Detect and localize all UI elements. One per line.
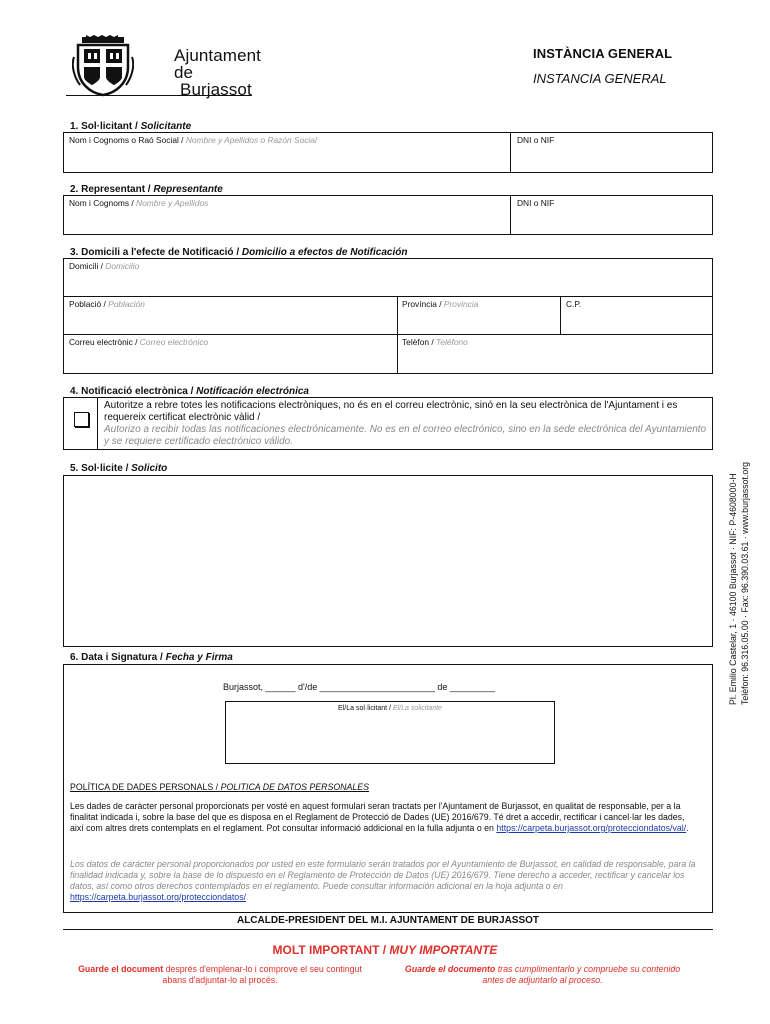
note-es-rest: tras cumplimentarlo y compruebe su contenido antes de adjuntarlo al proceso. xyxy=(482,964,681,985)
email-label-es: Correo electrónico xyxy=(139,337,209,347)
divider xyxy=(510,133,511,172)
note-ca-rest: després d'emplenar-lo i comprove el seu contingut abans d'adjuntar-lo al procés. xyxy=(162,964,362,985)
electronic-notification-text xyxy=(104,400,709,448)
data-policy-body-ca: Les dades de caràcter personal proporcionats per vosté en aquest formulari seran tractats per l'Ajuntament de Burjassot, en qualitat de responsable, per a la finalitat indicada i, sobre la base del que es disposa en el Reglament de Protecció de Dades (UE) 2016/679. Té dret a accedir, rectificar i cancel·lar les dades, així com altres drets contemplats en el reglament. Pot consultar informació addicional en la fulla adjunta o en xyxy=(70,801,685,833)
town-label-ca: Població / xyxy=(69,299,109,309)
section-6-title-es: Fecha y Firma xyxy=(165,652,233,663)
section-4-title-es: Notificación electrónica xyxy=(196,386,309,397)
section-1-title-es: Solicitante xyxy=(140,121,192,132)
note-es-bold: Guarde el documento xyxy=(404,964,496,974)
section-5-title-ca: 5. Sol·licite / xyxy=(70,463,132,474)
data-policy-text-es xyxy=(70,859,700,903)
place-date-line[interactable]: Burjassot, ______ d'/de _______________________ de _________ xyxy=(223,682,495,692)
applicant-name-label-ca: Nom i Cognoms o Raó Social / xyxy=(69,135,186,145)
signer-label-es: El/La solicitante xyxy=(392,705,442,712)
applicant-dni-label: DNI o NIF xyxy=(517,135,555,145)
section-1-title xyxy=(70,121,191,132)
logo-line-2: Burjassot xyxy=(180,80,252,99)
data-policy-link-ca[interactable]: https://carpeta.burjassot.org/protecciondatos/val/ xyxy=(496,823,687,833)
address-field[interactable] xyxy=(69,261,139,271)
town-label-es: Población xyxy=(108,299,145,309)
applicant-box xyxy=(63,132,713,173)
request-textarea[interactable] xyxy=(63,475,713,647)
data-policy-body-es: Los datos de carácter personal proporcionados por usted en este formulario serán tratados por el Ayuntamiento de Burjassot, en calidad de responsable, para la finalidad indicada y, sobre la base de lo dispuesto en el Reglamento de Protección de Datos (UE) 2016/679. Tiene derecho a acceder, rectificar y cancelar los datos, así como otros derechos contemplados en el reglamento. Puede consultar información adicional en la hoja adjunta o en xyxy=(70,859,696,891)
applicant-name-field[interactable] xyxy=(69,135,317,145)
signature-box[interactable] xyxy=(225,701,555,764)
divider xyxy=(510,196,511,234)
important-title-es: MUY IMPORTANTE xyxy=(389,943,498,957)
representative-name-label-ca: Nom i Cognoms / xyxy=(69,198,137,208)
section-3-title xyxy=(70,247,407,258)
municipal-logo xyxy=(66,35,261,99)
section-5-title-es: Solicito xyxy=(131,463,168,474)
section-1-title-ca: 1. Sol·licitant / xyxy=(70,121,141,132)
important-note-es xyxy=(395,964,690,986)
phone-label-ca: Telèfon / xyxy=(402,337,436,347)
section-2-title xyxy=(70,184,223,195)
representative-name-field[interactable] xyxy=(69,198,208,208)
email-field[interactable] xyxy=(69,337,208,347)
document-subtitle: INSTANCIA GENERAL xyxy=(533,71,667,86)
data-policy-title xyxy=(70,782,369,792)
phone-field[interactable] xyxy=(402,337,468,347)
data-policy-title-es: POLITICA DE DATOS PERSONALES xyxy=(220,782,370,792)
data-policy-link-es[interactable]: https://carpeta.burjassot.org/protecciondatos/ xyxy=(70,892,247,902)
important-notice-title xyxy=(0,943,770,957)
data-policy-title-ca: POLÍTICA DE DADES PERSONALS / xyxy=(70,782,221,792)
logo-wordmark xyxy=(174,47,261,98)
data-policy-text-ca: Les dades de caràcter personal proporcionats per vosté en aquest formulari seran tractats per l'Ajuntament de Burjassot, en qualitat de responsable, per a la finalitat indicada i, sobre la base del que es disposa en el Reglament de Protecció de Dades (UE) 2016/679. Té dret a accedir, rectificar i cancel·lar les dades, així com altres drets contemplats en el reglament. Pot consultar informació addicional en la fulla adjunta o en https://carpeta.burjassot.org/protecciondatos/val/. xyxy=(70,801,689,833)
coat-of-arms-icon xyxy=(72,35,134,97)
divider xyxy=(64,334,712,335)
postcode-label: C.P. xyxy=(566,299,582,309)
notification-text-ca: Autoritze a rebre totes les notificacions electròniques, no és en el correu electrònic, sinó en la seu electrònica de l'Ajuntament i es requereix certificat electrònic vàlid / xyxy=(104,400,678,423)
section-2-title-es: Representante xyxy=(153,184,223,195)
address-label-es: Domicilio xyxy=(105,261,140,271)
electronic-notification-checkbox[interactable] xyxy=(74,412,89,427)
logo-line-1: Ajuntament de xyxy=(174,46,261,82)
section-3-title-es: Domicilio a efectos de Notificación xyxy=(241,247,408,258)
province-label-es: Provincia xyxy=(443,299,479,309)
important-note-ca xyxy=(70,964,370,986)
postcode-field[interactable] xyxy=(566,299,581,309)
document-title: INSTÀNCIA GENERAL xyxy=(533,46,673,61)
side-contact-info xyxy=(727,415,751,705)
province-field[interactable] xyxy=(402,299,478,309)
section-4-title-ca: 4. Notificació electrònica / xyxy=(70,386,197,397)
side-contact-line: Telèfon: 96.316.05.00 · Fax: 96.390.03.61 · www.burjassot.org xyxy=(740,461,750,705)
representative-box xyxy=(63,195,713,235)
applicant-name-label-es: Nombre y Apellidos o Razón Social xyxy=(185,135,317,145)
signer-label xyxy=(226,705,554,712)
logo-underline xyxy=(66,95,252,96)
divider xyxy=(63,929,713,930)
divider xyxy=(64,296,712,297)
section-4-title xyxy=(70,386,309,397)
section-6-title-ca: 6. Data i Signatura / xyxy=(70,652,166,663)
important-title-ca: MOLT IMPORTANT / xyxy=(272,943,390,957)
address-label-ca: Domicili / xyxy=(69,261,106,271)
town-field[interactable] xyxy=(69,299,145,309)
applicant-dni-field[interactable] xyxy=(517,135,554,145)
representative-dni-field[interactable] xyxy=(517,198,554,208)
province-label-ca: Província / xyxy=(402,299,444,309)
signer-label-ca: El/La sol·licitant / xyxy=(338,705,393,712)
section-2-title-ca: 2. Representant / xyxy=(70,184,154,195)
representative-dni-label: DNI o NIF xyxy=(517,198,555,208)
divider xyxy=(97,397,98,450)
note-ca-bold: Guarde el document xyxy=(78,964,164,974)
divider xyxy=(560,296,561,334)
side-address-line: Pl. Emilio Castelar, 1 · 46100 Burjassot · NIF: P-4608000-H xyxy=(728,473,738,705)
section-6-title xyxy=(70,652,233,663)
phone-label-es: Teléfono xyxy=(436,337,468,347)
section-5-title xyxy=(70,463,167,474)
addressee-line: ALCALDE-PRESIDENT DEL M.I. AJUNTAMENT DE BURJASSOT xyxy=(236,915,540,926)
notification-text-es: Autorizo a recibir todas las notificaciones electrónicamente. No es en el correo electrónico, sino en la sede electrónica del Ayuntamiento y se requiere certificado electrónico válido. xyxy=(104,424,707,447)
address-box xyxy=(63,258,713,374)
representative-name-label-es: Nombre y Apellidos xyxy=(136,198,209,208)
email-label-ca: Correu electrònic / xyxy=(69,337,140,347)
section-3-title-ca: 3. Domicili a l'efecte de Notificació / xyxy=(70,247,242,258)
divider xyxy=(63,912,713,913)
